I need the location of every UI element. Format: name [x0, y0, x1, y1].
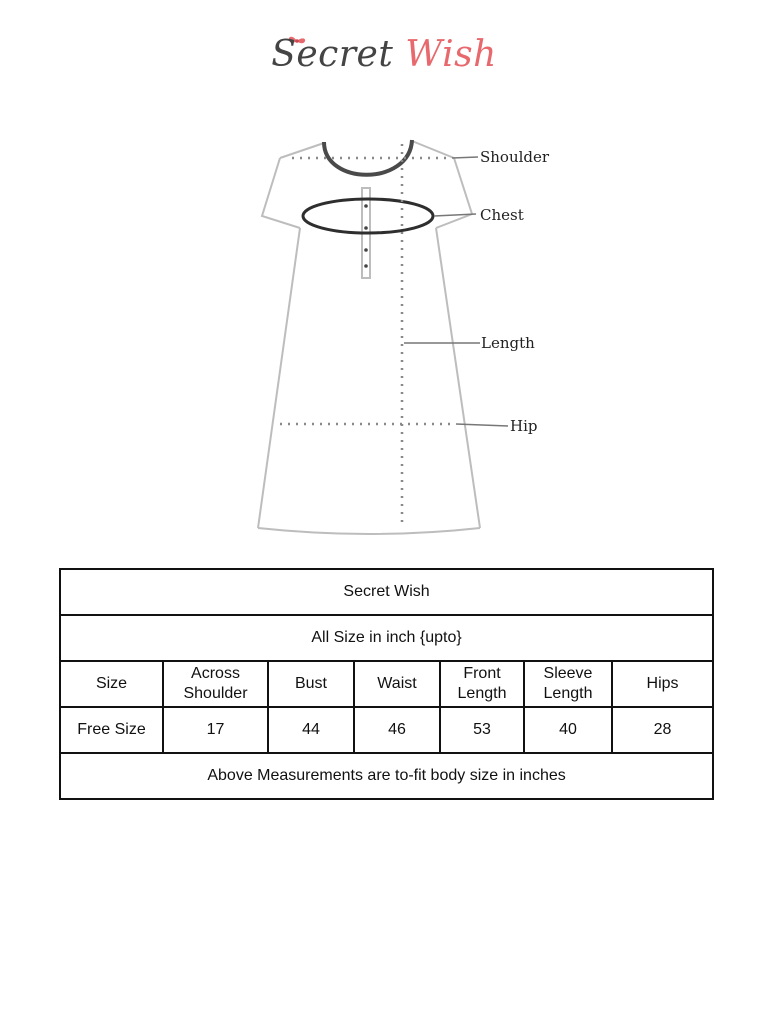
label-shoulder: Shoulder — [480, 148, 550, 166]
header-sleeve-length: Sleeve Length — [524, 661, 612, 707]
brand-logo — [0, 28, 768, 82]
header-size: Size — [60, 661, 163, 707]
table-subtitle: All Size in inch {upto} — [60, 615, 713, 661]
table-header-row — [60, 661, 713, 707]
cell-bust: 44 — [268, 707, 354, 753]
table-note-row — [60, 753, 713, 799]
cell-waist: 46 — [354, 707, 440, 753]
cell-size: Free Size — [60, 707, 163, 753]
cell-hips: 28 — [612, 707, 713, 753]
cell-across-shoulder: 17 — [163, 707, 268, 753]
garment-diagram — [240, 128, 560, 548]
table-row — [60, 707, 713, 753]
header-bust: Bust — [268, 661, 354, 707]
table-title-row — [60, 569, 713, 615]
cell-front-length: 53 — [440, 707, 524, 753]
table-title: Secret Wish — [60, 569, 713, 615]
brand-word-2: Wish — [405, 34, 497, 75]
label-chest: Chest — [480, 206, 524, 224]
header-waist: Waist — [354, 661, 440, 707]
table-note: Above Measurements are to-fit body size in inches — [60, 753, 713, 799]
header-hips: Hips — [612, 661, 713, 707]
label-hip: Hip — [510, 417, 538, 435]
size-chart-table — [59, 568, 714, 800]
header-front-length: Front Length — [440, 661, 524, 707]
cell-sleeve-length: 40 — [524, 707, 612, 753]
brand-word-1: Secret — [271, 34, 394, 75]
header-across-shoulder: Across Shoulder — [163, 661, 268, 707]
label-length: Length — [481, 334, 535, 352]
table-subtitle-row — [60, 615, 713, 661]
